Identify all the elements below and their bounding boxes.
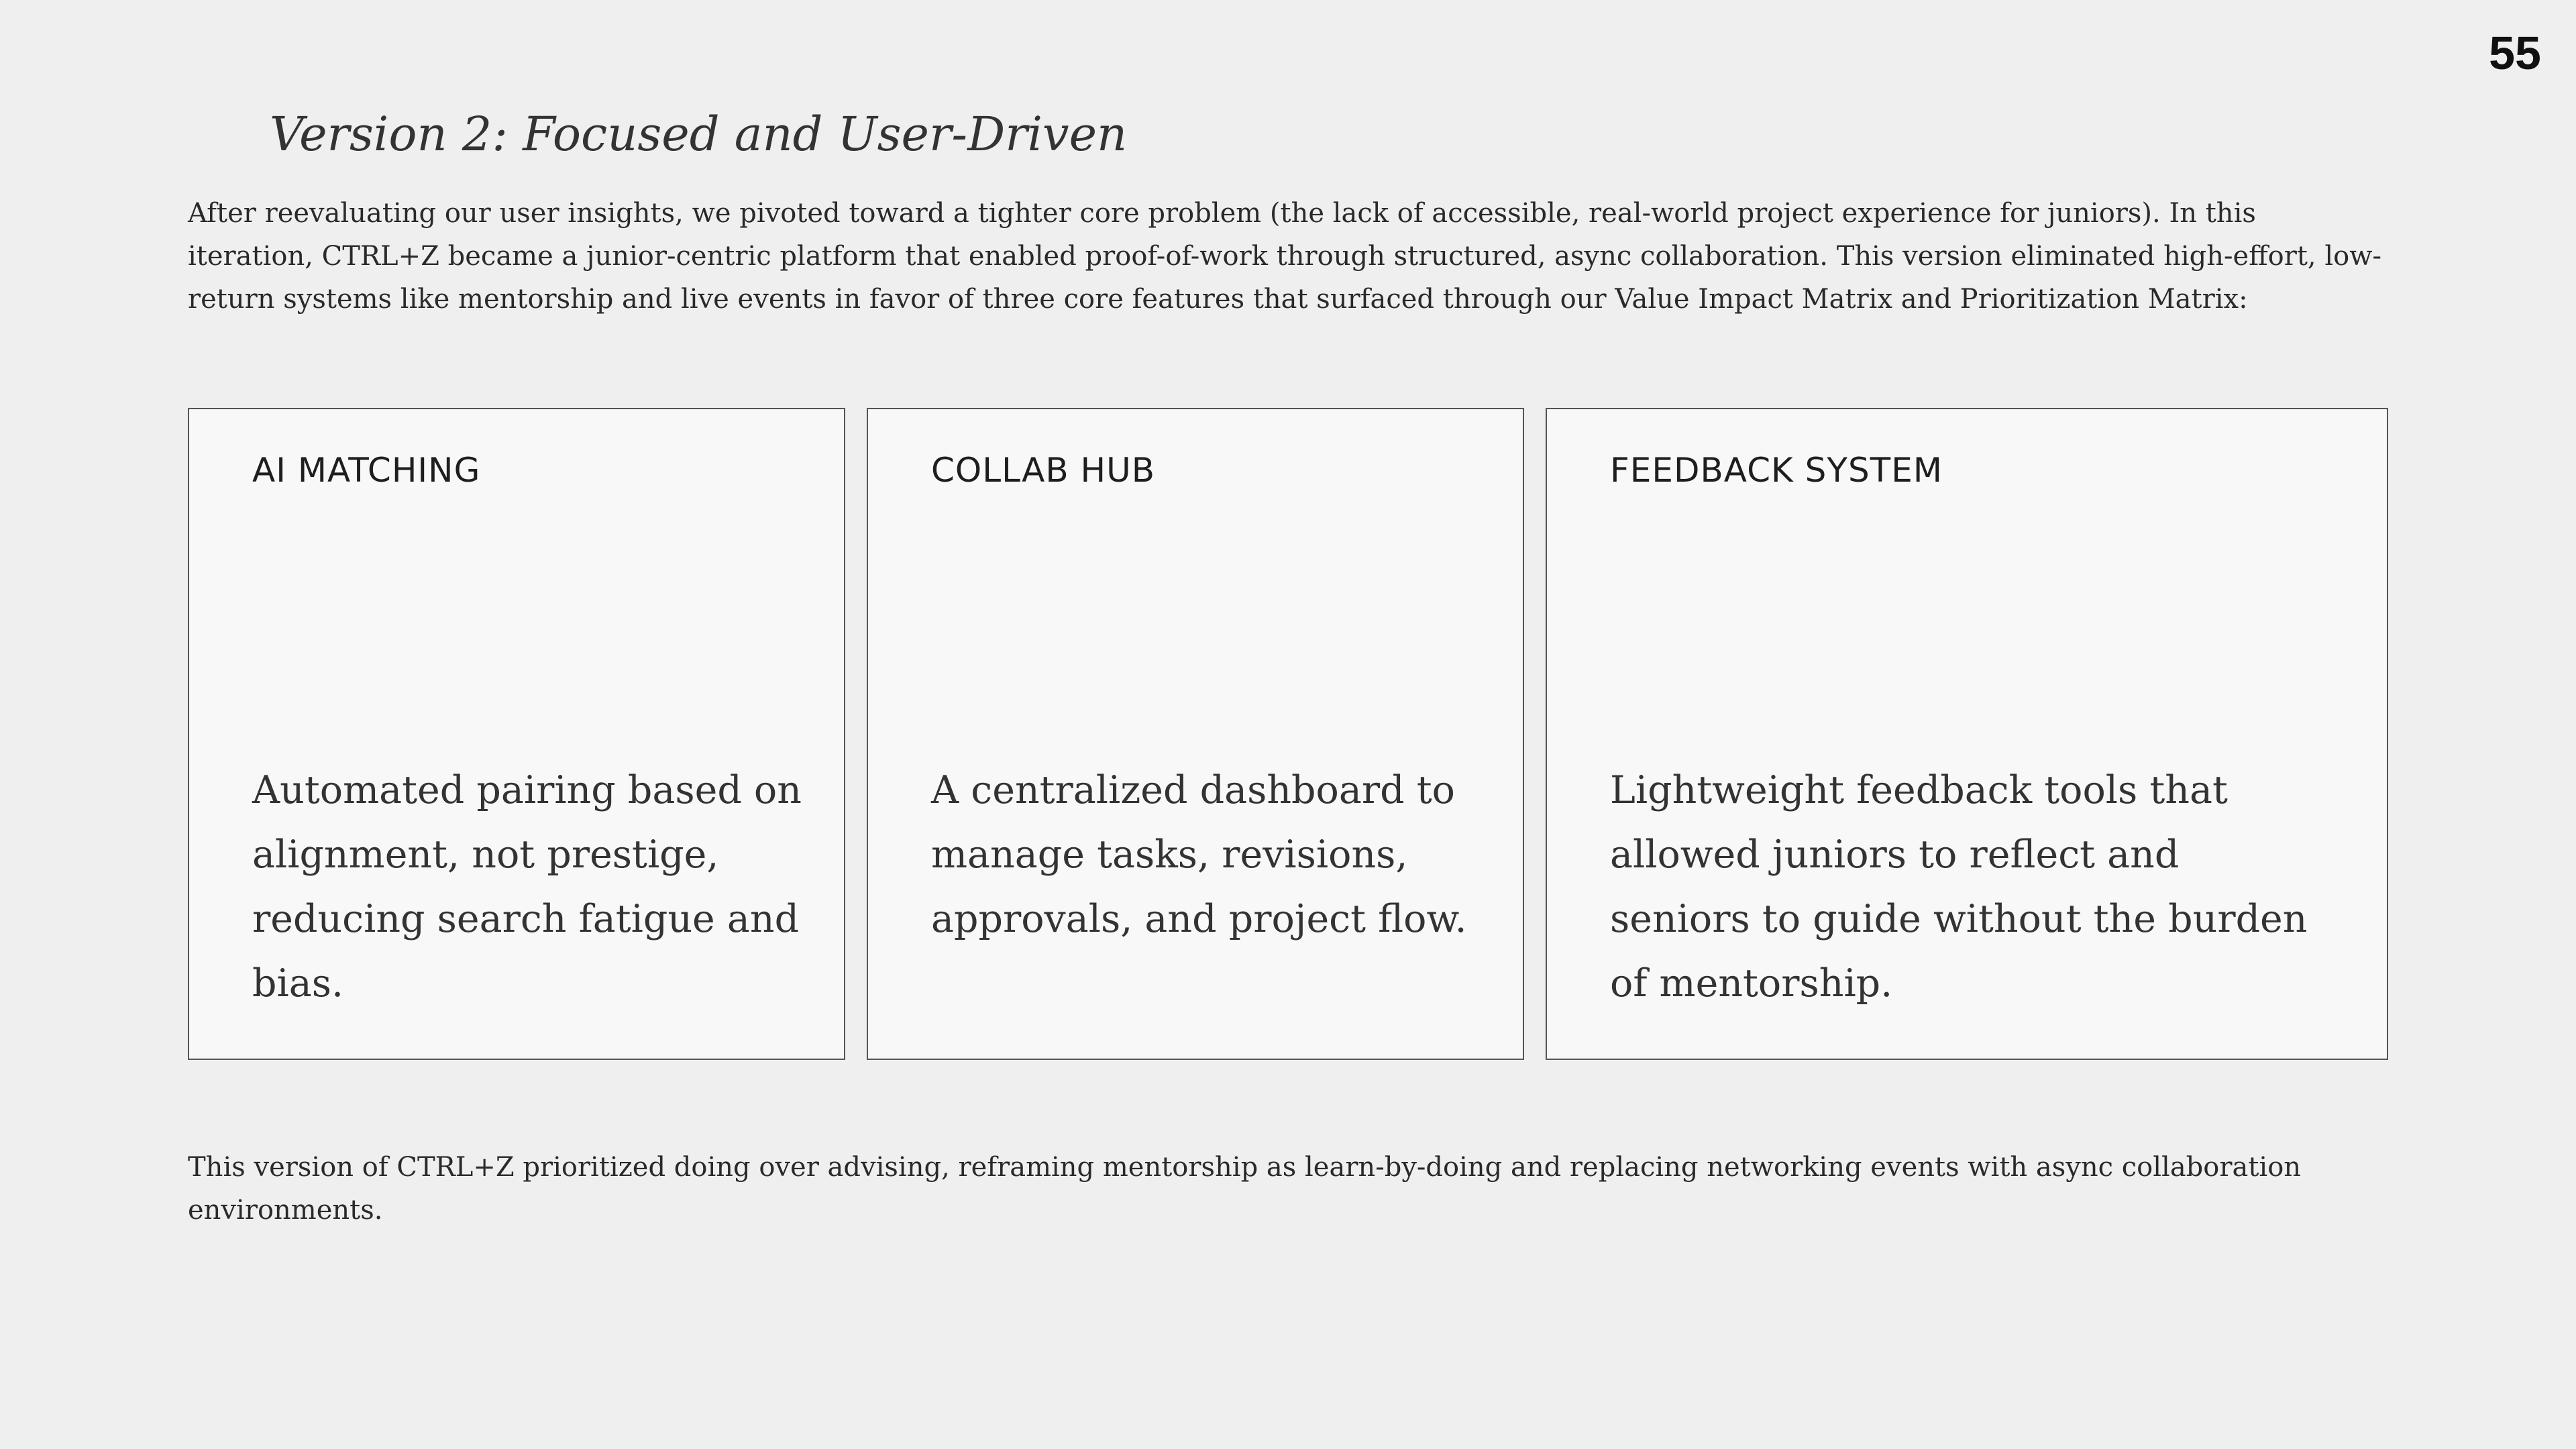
feature-card-title: COLLAB HUB	[931, 451, 1156, 490]
page-number: 55	[2489, 27, 2541, 79]
outro-paragraph: This version of CTRL+Z prioritized doing over advising, reframing mentorship as learn-by-doing and replacing networking events with async collaboration environments.	[188, 1152, 2302, 1226]
intro-paragraph: After reevaluating our user insights, we pivoted toward a tighter core problem (the lack of accessible, real-world project experience for juniors). In this iteration, CTRL+Z became a junior-centric platform that enabled proof-of-work through structured, async collaboration. This version eliminated high-effort, low-return systems like mentorship and live events in favor of three core features that surfaced through our Value Impact Matrix and Prioritization Matrix:	[188, 198, 2381, 315]
feature-card-description: Lightweight feedback tools that allowed juniors to reflect and seniors to guide without the burden of mentorship.	[1610, 768, 2308, 1006]
page-title: Version 2: Focused and User-Driven	[270, 107, 1128, 162]
feature-card-collab-hub	[867, 408, 1524, 1060]
feature-card-description: Automated pairing based on alignment, not prestige, reducing search fatigue and bias.	[252, 768, 802, 1006]
feature-card-ai-matching	[188, 408, 845, 1060]
feature-card-description: A centralized dashboard to manage tasks, revisions, approvals, and project flow.	[931, 768, 1467, 941]
feature-card-feedback-system	[1546, 408, 2388, 1060]
feature-card-title: FEEDBACK SYSTEM	[1610, 451, 1943, 490]
feature-card-title: AI MATCHING	[252, 451, 481, 490]
